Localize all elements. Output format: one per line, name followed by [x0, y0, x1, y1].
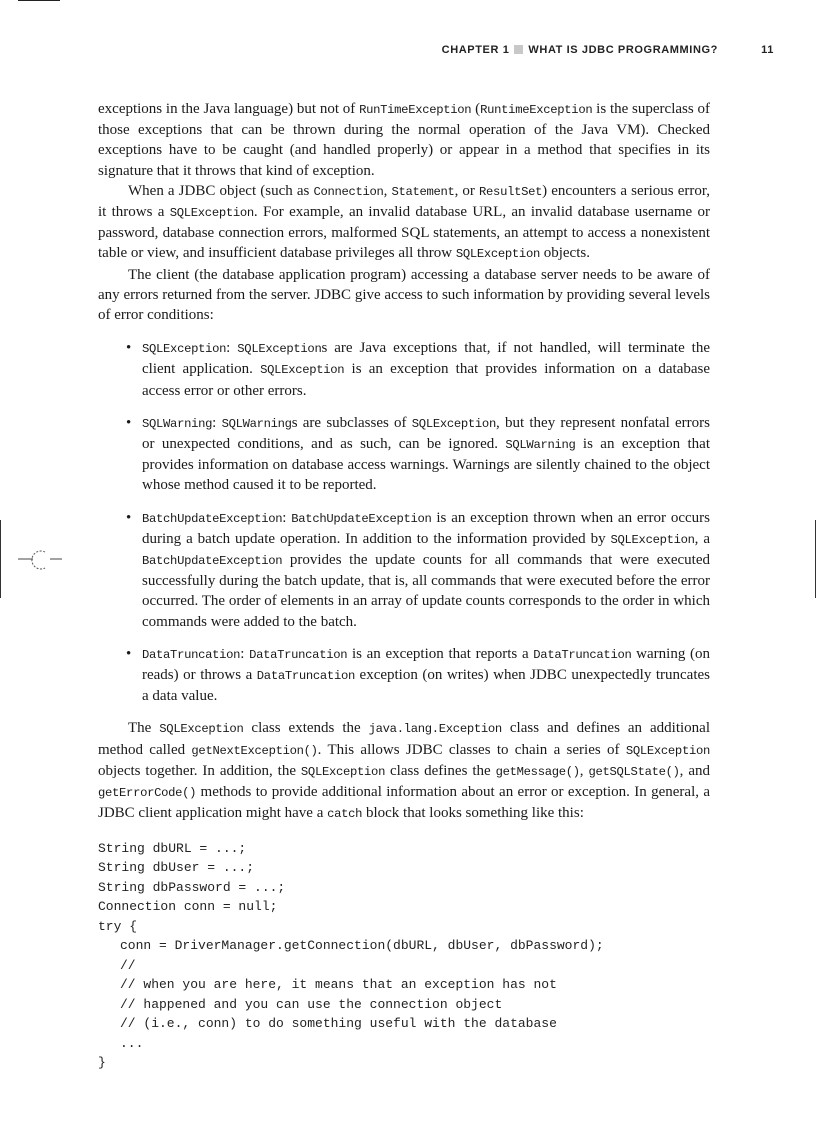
text: methods to provide additional information about an error or exception. In general, a JDBC client application might have a — [98, 784, 710, 822]
text: is an exception that reports a — [347, 645, 534, 662]
inline-code: BatchUpdateException — [142, 554, 283, 569]
text: : — [282, 509, 292, 526]
text: is the superclass of those exceptions that can be thrown during the normal operation of the Java VM). Checked exceptions have to be caught (and handled properly) or appear in a method that specifies in its signature that it throws that kind of exception. — [98, 101, 710, 179]
code-line: } — [98, 1055, 106, 1070]
text: s are subclasses of — [291, 414, 412, 431]
inline-code: SQLException — [625, 743, 710, 758]
text: , or — [454, 182, 480, 199]
inline-code: SQLException — [610, 532, 695, 547]
code-line: conn = DriverManager.getConnection(dbURL, dbUser, dbPassword); — [120, 938, 604, 953]
bullet-icon: • — [126, 645, 132, 662]
inline-code: RunTimeException — [359, 103, 472, 117]
inline-code: BatchUpdateException — [291, 511, 432, 526]
square-separator-icon — [514, 45, 523, 54]
text: , — [383, 182, 392, 199]
text: warning (on reads) or throws a — [142, 645, 711, 684]
page-number: 11 — [761, 44, 774, 56]
inline-code: catch — [327, 807, 363, 822]
text: . This allows JDBC classes to chain a series of — [317, 741, 626, 758]
inline-code: getNextException() — [191, 743, 318, 758]
code-line: String dbUser = ...; — [98, 860, 255, 875]
inline-code: SQLException — [169, 206, 254, 221]
text: is an exception that provides information on database access warnings. Warnings are silently chained to the object whose method caused it to be reported. — [142, 436, 711, 494]
inline-code: DataTruncation — [256, 669, 355, 684]
text: s are Java exceptions that, if not handled, will terminate the client application. — [142, 340, 710, 378]
text: When a JDBC object (such as — [128, 182, 314, 199]
inline-code: SQLException — [142, 342, 227, 357]
page-body — [98, 99, 710, 1073]
text: class defines the — [385, 762, 496, 779]
text: The — [128, 720, 160, 737]
text: is an exception that provides information on a database access error or other errors. — [142, 361, 711, 399]
list-item-batchupdateexception — [98, 508, 710, 632]
code-listing — [98, 839, 710, 1073]
inline-code: SQLException — [237, 342, 322, 357]
inline-code: getErrorCode() — [98, 786, 197, 801]
inline-code: getMessage() — [495, 764, 580, 779]
inline-code: Statement — [391, 184, 455, 199]
inline-code: SQLException — [159, 722, 244, 737]
list-item-sqlwarning — [98, 413, 710, 496]
code-line: try { — [98, 918, 138, 934]
code-line: String dbPassword = ...; — [98, 879, 286, 895]
text: , but they represent nonfatal errors or unexpected conditions, and as such, can be ignored. — [142, 414, 711, 453]
paragraph-checked-exceptions — [98, 99, 710, 181]
inline-code: DataTruncation — [249, 647, 348, 662]
text: : — [240, 645, 250, 662]
inline-code: BatchUpdateException — [142, 511, 283, 526]
code-line: // — [120, 957, 136, 973]
inline-code: SQLException — [260, 363, 345, 378]
text: , a — [694, 530, 710, 547]
list-item-datatruncation — [98, 644, 710, 707]
inline-code: SQLException — [455, 247, 540, 262]
code-line: // when you are here, it means that an exception has not — [120, 977, 557, 992]
inline-code: SQLWarning — [142, 416, 213, 431]
list-item-sqlexception — [98, 338, 710, 401]
text: exception (on writes) when JDBC unexpectedly truncates a data value. — [142, 667, 711, 705]
inline-code: SQLException — [411, 416, 496, 431]
code-line: ... — [120, 1035, 144, 1051]
registration-mark-icon — [18, 546, 62, 578]
error-types-list — [98, 338, 710, 706]
chapter-title: WHAT IS JDBC PROGRAMMING? — [528, 44, 718, 56]
text: class and defines an additional method called — [98, 720, 711, 758]
text: objects together. In addition, the — [98, 762, 301, 779]
chapter-label: CHAPTER 1 — [441, 44, 510, 56]
inline-code: getSQLState() — [588, 764, 680, 779]
inline-code: java.lang.Exception — [368, 722, 502, 737]
text: , and — [679, 762, 710, 779]
text: : — [212, 414, 222, 431]
code-line: // happened and you can use the connection object — [120, 996, 503, 1012]
header-chapter-title — [442, 44, 718, 56]
inline-code: DataTruncation — [142, 647, 241, 662]
crop-mark-left — [0, 520, 1, 598]
inline-code: SQLException — [300, 764, 386, 779]
inline-code: SQLWarning — [221, 416, 292, 431]
text: exceptions in the Java language) but not of — [98, 101, 360, 117]
text: provides the update counts for all commands that were executed successfully during the batch update, that is, all commands that were executed before the error occurred. The order of elements in an array of update counts corresponds to the order in which commands were added to the batch. — [142, 552, 710, 630]
bullet-icon: • — [126, 509, 132, 526]
code-line: String dbURL = ...; — [98, 840, 247, 856]
text: ( — [471, 101, 481, 117]
bullet-icon: • — [126, 414, 132, 431]
paragraph-sqlexception-methods — [98, 718, 710, 824]
paragraph-error-levels: The client (the database application program) accessing a database server needs to be aware of any errors returned from the server. JDBC give access to such information by providing several levels of error conditions: — [98, 266, 710, 324]
crop-mark-top — [18, 0, 60, 1]
inline-code: SQLWarning — [505, 438, 576, 453]
text: objects. — [539, 245, 590, 262]
paragraph-sqlexception-intro — [98, 181, 710, 265]
text: ) encounters a serious error, it throws a — [98, 182, 710, 221]
code-line: Connection conn = null; — [98, 899, 278, 914]
inline-code: RuntimeException — [480, 103, 593, 117]
bullet-icon: • — [126, 340, 132, 357]
text: . For example, an invalid database URL, an invalid database username or password, database connection errors, malformed SQL statements, an attempt to access a nonexistent table or view, and insufficient database privileges all throw — [98, 204, 710, 262]
code-line: // (i.e., conn) to do something useful with the database — [120, 1016, 557, 1031]
inline-code: ResultSet — [479, 184, 543, 199]
text: block that looks something like this: — [362, 805, 584, 822]
running-header — [98, 44, 774, 60]
inline-code: DataTruncation — [533, 647, 632, 662]
inline-code: Connection — [313, 184, 384, 199]
text: class extends the — [243, 720, 369, 737]
text: , — [579, 762, 589, 779]
text: : — [226, 340, 238, 357]
text: is an exception thrown when an error occurs during a batch update operation. In addition to the information provided by — [142, 509, 711, 547]
